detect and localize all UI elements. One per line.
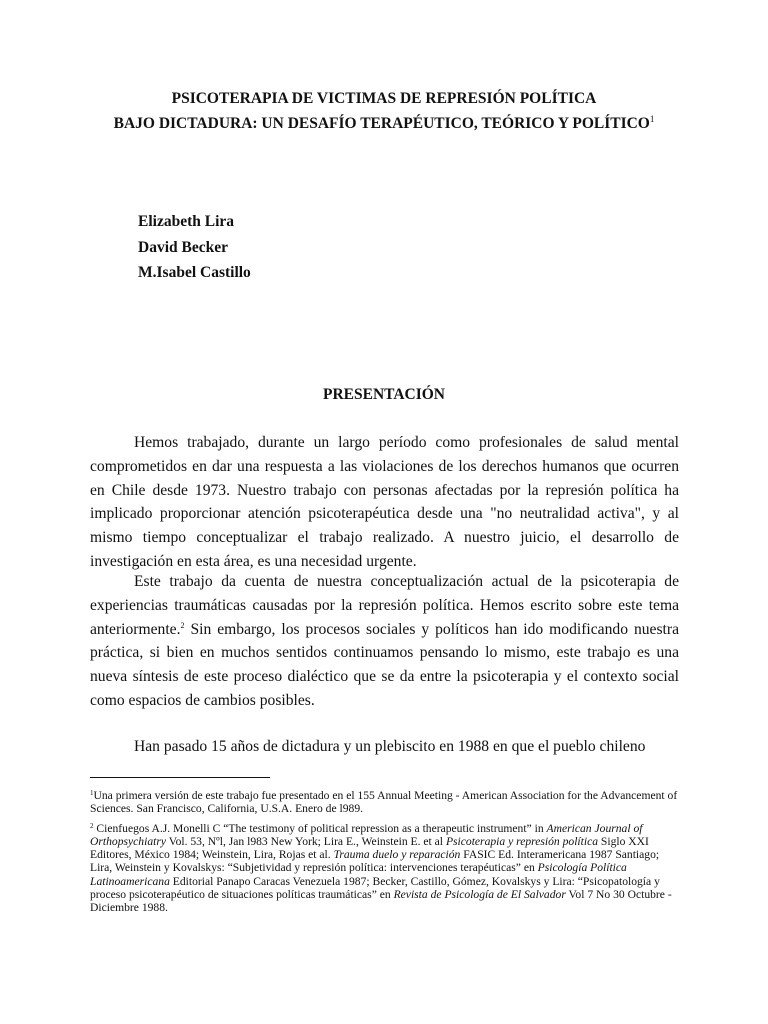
title-line-1: PSICOTERAPIA DE VICTIMAS DE REPRESIÓN POLÍTICA <box>171 90 597 107</box>
paragraph-2 <box>90 570 679 713</box>
footnote-2-text: FASIC Ed. Interamericana 1987 Santiago; Lira, Weinstein y Kovalskys: “Subjetividad y represión política: intervenciones terapéuticas” en <box>90 848 660 875</box>
footnote-2-number: 2 <box>90 822 94 831</box>
paragraph-block <box>90 431 679 574</box>
title-line-2-text: BAJO DICTADURA: UN DESAFÍO TERAPÉUTICO, TEÓRICO Y POLÍTICO <box>113 115 650 133</box>
title-footnote-mark: 1 <box>649 114 655 124</box>
footnote-2-book: Psicoterapia y represión política <box>445 835 599 849</box>
footnote-1 <box>90 789 680 815</box>
footnote-2-text: Vol 7 No 30 Octubre - Diciembre 1988. <box>90 887 672 914</box>
paragraph-block <box>90 735 679 759</box>
footnote-2 <box>90 822 680 914</box>
paragraph-block <box>90 570 679 713</box>
footnote-1-text: Una primera versión de este trabajo fue presentado en el 155 Annual Meeting - American Association for the Advancement of Sciences. San Francisco, California, U.S.A. Enero de l989. <box>90 789 678 816</box>
author-name: M.Isabel Castillo <box>138 264 251 281</box>
footnote-2-journal: Revista de Psicología de El Salvador <box>393 887 566 901</box>
footnote-2-text: Siglo XXI Editores, México 1984; Weinstein, Lira, Rojas et al. <box>90 835 649 862</box>
footnote-ref-2: 2 <box>180 620 185 630</box>
section-heading: PRESENTACIÓN <box>322 386 445 403</box>
footnotes <box>90 789 680 921</box>
author-name: David Becker <box>138 238 228 256</box>
author-list <box>138 209 251 286</box>
paragraph-3: Han pasado 15 años de dictadura y un plebiscito en 1988 en que el pueblo chileno <box>134 738 646 755</box>
footnote-divider <box>90 777 270 778</box>
author-name: Elizabeth Lira <box>138 213 235 230</box>
footnote-1-number: 1 <box>90 789 94 797</box>
paragraph-2-text-a: Este trabajo da cuenta de nuestra conceptualización actual de la psicoterapia de experiencias traumáticas causadas por la represión política. Hemos escrito sobre este tema anteriormente. <box>90 573 679 638</box>
footnote-2-book: Psicología Política Latinoamericana <box>90 861 627 888</box>
footnote-2-book: Trauma duelo y reparación <box>333 848 461 862</box>
title-line-2 <box>0 109 768 134</box>
footnote-2-text: Editorial Panapo Caracas Venezuela 1987; Becker, Castillo, Gómez, Kovalskys y Lira: “Psicopatología y proceso psicoterapéutico de situaciones políticas traumáticas” en <box>90 874 660 901</box>
document-title <box>0 88 768 134</box>
footnote-2-text: Cienfuegos A.J. Monelli C “The testimony of political repression as a therapeutic instrument” in <box>93 822 547 836</box>
paragraph-2-text-b: Sin embargo, los procesos sociales y políticos han ido modificando nuestra práctica, si bien en muchos sentidos continuamos pensando lo mismo, este trabajo es una nueva síntesis de este proceso dialéctico que se da entre la psicoterapia y el contexto social como espacios de cambios posibles. <box>90 620 679 709</box>
footnote-2-text: Vol. 53, Nºl, Jan l983 New York; Lira E., Weinstein E. et al <box>166 835 446 849</box>
footnote-2-journal: American Journal of Orthopsychiatry <box>90 822 643 849</box>
paragraph-1: Hemos trabajado, durante un largo período como profesionales de salud mental comprometidos en dar una respuesta a las violaciones de los derechos humanos que ocurren en Chile desde 1973. Nuestro trabajo con personas afectadas por la represión política ha implicado proporcionar atención psicoterapéutica desde una "no neutralidad activa", y al mismo tiempo conceptualizar el trabajo realizado. A nuestro juicio, el desarrollo de investigación en esta área, es una necesidad urgente. <box>90 434 679 570</box>
